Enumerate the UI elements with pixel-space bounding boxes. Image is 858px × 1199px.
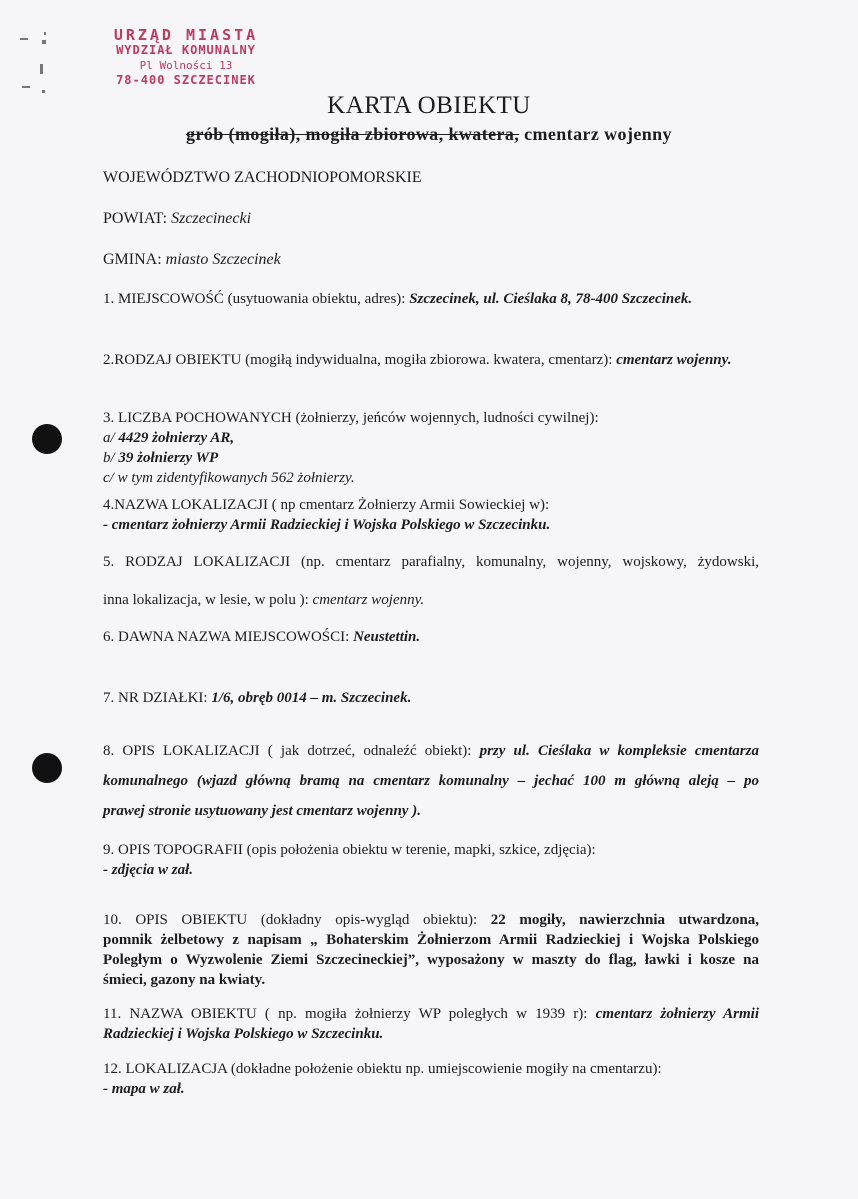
item-6-value: Neustettin. [353,629,421,645]
powiat-label: POWIAT: [103,210,172,227]
item-3 [103,408,759,488]
gmina-line [103,250,759,270]
item-3-a-prefix: a/ [103,430,119,446]
item-5-line-2 [103,590,759,610]
item-1-label: 1. MIEJSCOWOŚĆ (usytuowania obiektu, adres): [103,291,410,307]
item-11-value-2: Radzieckiej i Wojska Polskiego w Szczecinku. [103,1026,384,1042]
item-6-label: 6. DAWNA NAZWA MIEJSCOWOŚCI: [103,629,354,645]
item-2 [103,350,759,370]
item-3-a [103,428,759,448]
stamp-line-2: WYDZIAŁ KOMUNALNY [116,43,256,57]
item-6 [103,627,759,647]
item-8-value-1: przy ul. Cieślaka w kompleksie cmentarza [479,743,759,759]
document-title: KARTA OBIEKTU [327,92,531,119]
item-12-label: 12. LOKALIZACJA (dokładne położenie obiektu np. umiejscowienie mogiły na cmentarzu): [103,1061,662,1077]
item-8-label: 8. OPIS LOKALIZACJI ( jak dotrzeć, odnaleźć obiekt): [103,743,480,759]
item-3-a-value: 4429 żołnierzy AR, [118,430,235,446]
document-subtitle [0,124,858,145]
item-3-label: 3. LICZBA POCHOWANYCH (żołnierzy, jeńców wojennych, ludności cywilnej): [103,410,599,426]
item-11-value-1: cmentarz żołnierzy Armii [595,1006,759,1022]
subtitle-struck-text: grób (mogiła), mogiła zbiorowa, kwatera, [186,124,520,144]
item-7 [103,688,759,708]
item-8 [103,736,759,826]
item-7-label: 7. NR DZIAŁKI: [103,690,212,706]
punch-hole-top [32,424,62,454]
item-9-label: 9. OPIS TOPOGRAFII (opis położenia obiektu w terenie, mapki, szkice, zdjęcia): [103,842,596,858]
stamp-line-1: URZĄD MIASTA [113,26,259,44]
item-9-value: - zdjęcia w zał. [103,862,193,878]
item-7-value: 1/6, obręb 0014 – m. Szczecinek. [211,690,412,706]
item-1-value: Szczecinek, ul. Cieślaka 8, 78-400 Szczecinek. [409,291,693,307]
stamp-line-4: 78-400 SZCZECINEK [116,73,256,87]
subtitle-rest: cmentarz wojenny [519,124,672,144]
item-5-line-1: 5. RODZAJ LOKALIZACJI (np. cmentarz parafialny, komunalny, wojenny, wojskowy, żydowski, [103,554,759,570]
item-12-value: - mapa w zał. [103,1081,185,1097]
item-3-b [103,448,759,468]
item-10-label: 10. OPIS OBIEKTU (dokładny opis-wygląd obiektu): [103,912,491,928]
item-3-b-value: 39 żołnierzy WP [118,450,219,466]
item-4-value: - cmentarz żołnierzy Armii Radzieckiej i Wojska Polskiego w Szczecinku. [103,517,551,533]
powiat-line [103,209,759,229]
gmina-value: miasto Szczecinek [165,251,281,268]
item-9 [103,840,759,880]
item-2-value: cmentarz wojenny. [616,352,732,368]
item-8-value-2: komunalnego (wjazd główną bramą na cmentarz komunalny – jechać 100 m główną aleją – po [103,773,759,789]
stamp-line-3: Pl Wolności 13 [139,59,233,72]
item-10-value-3: Poległym o Wyzwolenie Ziemi Szczecineckiej”, wyposażony w maszty do flag, ławki i kosze na [103,952,759,968]
margin-marks [18,28,54,96]
item-5-label: inna lokalizacja, w lesie, w polu ): [103,592,313,608]
office-stamp [96,28,276,88]
item-5 [103,552,759,610]
item-12 [103,1059,759,1099]
item-10-line-1 [103,910,759,930]
item-3-b-prefix: b/ [103,450,119,466]
item-10-value-2: pomnik żelbetowy z napisam „ Bohaterskim Żołnierzom Armii Radzieckiej i Wojska Polskiego [103,932,759,948]
item-10-value-1: 22 mogiły, nawierzchnia utwardzona, [490,912,760,928]
item-8-value-3: prawej stronie usytuowany jest cmentarz wojenny ). [103,803,421,819]
item-11-label: 11. NAZWA OBIEKTU ( np. mogiła żołnierzy WP poległych w 1939 r): [103,1006,596,1022]
item-4 [103,495,759,535]
item-4-label: 4.NAZWA LOKALIZACJI ( np cmentarz Żołnierzy Armii Sowieckiej w): [103,497,550,513]
punch-hole-bottom [32,753,62,783]
item-3-c: c/ w tym zidentyfikowanych 562 żołnierzy. [103,470,355,486]
item-11-line-1 [103,1004,759,1024]
gmina-label: GMINA: [103,251,166,268]
item-10-value-4: śmieci, gazony na kwiaty. [103,972,266,988]
item-11 [103,1004,759,1044]
item-8-line-1 [103,736,759,766]
item-2-label: 2.RODZAJ OBIEKTU (mogiłą indywidualna, mogiła zbiorowa. kwatera, cmentarz): [103,352,617,368]
item-5-value: cmentarz wojenny. [312,592,425,608]
powiat-value: Szczecinecki [171,210,252,227]
item-1 [103,289,759,309]
item-10 [103,910,759,990]
voivodeship-heading: WOJEWÓDZTWO ZACHODNIOPOMORSKIE [103,169,422,186]
